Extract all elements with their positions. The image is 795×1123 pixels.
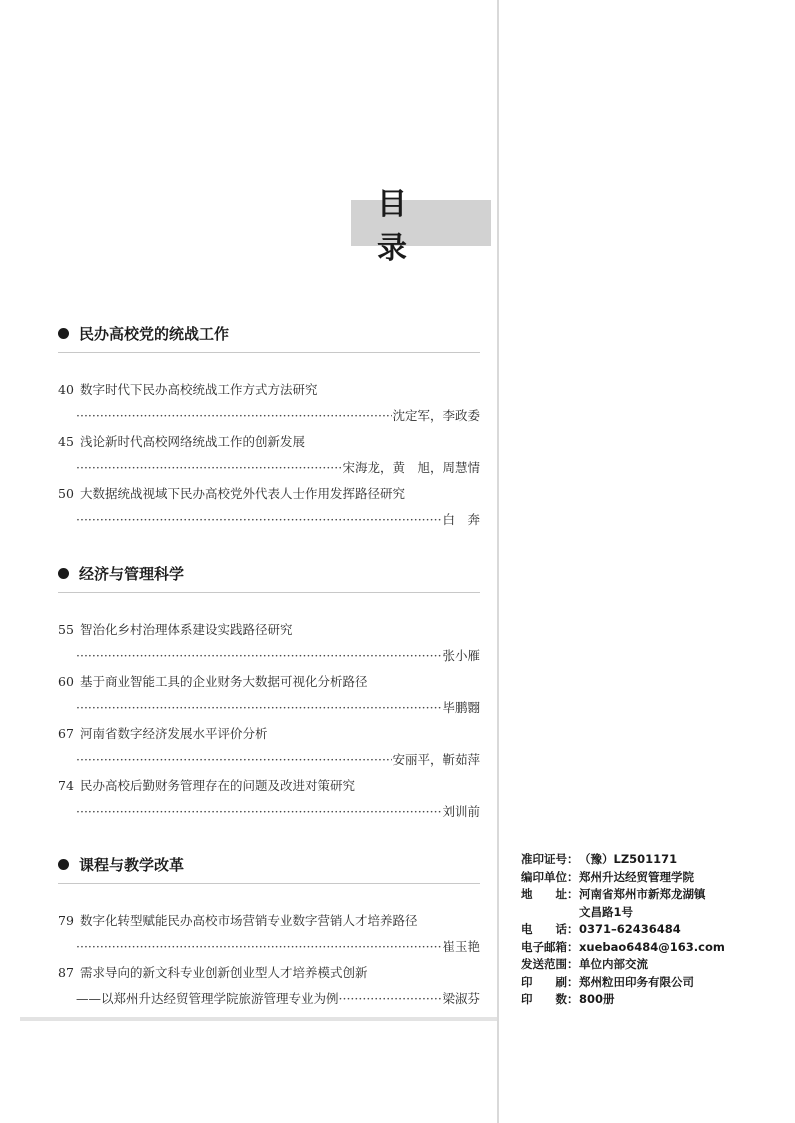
dot-leader — [76, 507, 442, 533]
permit-value: （豫）LZ501171 — [579, 852, 678, 866]
entry-title[interactable] — [58, 617, 480, 643]
entry-author-line — [58, 643, 480, 669]
entry-page: 79 — [58, 913, 74, 928]
colophon — [521, 851, 781, 1009]
toc-entry[interactable] — [58, 429, 480, 481]
copies-value: 800册 — [579, 992, 615, 1006]
entry-page: 67 — [58, 726, 74, 741]
entry-title-text: 基于商业智能工具的企业财务大数据可视化分析路径 — [80, 674, 368, 689]
dot-leader — [76, 403, 392, 429]
phone-label: 电 话： — [521, 922, 579, 936]
copies-row — [521, 991, 781, 1009]
entry-title[interactable] — [58, 908, 480, 934]
page-title: 目 录 — [351, 200, 491, 246]
entry-page: 60 — [58, 674, 74, 689]
entry-subtitle: ——以郑州升达经贸管理学院旅游管理专业为例 — [76, 991, 339, 1006]
section-rule — [58, 883, 480, 884]
entry-title[interactable] — [58, 481, 480, 507]
entry-author: 张小雁 — [442, 648, 480, 663]
entry-title-text: 数字时代下民办高校统战工作方式方法研究 — [80, 382, 318, 397]
phone-row — [521, 921, 781, 939]
copies-label: 印 数： — [521, 992, 579, 1006]
toc-entry[interactable] — [58, 669, 480, 721]
toc-entry[interactable] — [58, 377, 480, 429]
entry-page: 55 — [58, 622, 74, 637]
section-heading — [58, 320, 480, 346]
entry-author-line — [58, 695, 480, 721]
entry-title[interactable] — [58, 669, 480, 695]
entry-author-line — [58, 934, 480, 960]
entry-author: 崔玉艳 — [442, 939, 480, 954]
entry-title-text: 河南省数字经济发展水平评价分析 — [80, 726, 268, 741]
entry-title[interactable] — [58, 960, 480, 986]
dot-leader — [76, 643, 442, 669]
section-heading — [58, 851, 480, 877]
entry-author-line — [58, 799, 480, 825]
entry-author-line — [58, 747, 480, 773]
editor-value: 郑州升达经贸管理学院 — [579, 869, 694, 884]
address-value-continued: 文昌路1号 — [579, 904, 634, 919]
vertical-divider — [497, 0, 499, 1123]
entry-title[interactable] — [58, 429, 480, 455]
section-rule — [58, 352, 480, 353]
scope-row — [521, 956, 781, 974]
entry-page: 45 — [58, 434, 74, 449]
entry-page: 74 — [58, 778, 74, 793]
bottom-rule — [20, 1017, 497, 1021]
toc-entry[interactable] — [58, 721, 480, 773]
editor-row — [521, 869, 781, 887]
entry-title-text: 浅论新时代高校网络统战工作的创新发展 — [80, 434, 306, 449]
entry-author-line — [58, 403, 480, 429]
entry-author: 安丽平，靳茹萍 — [392, 752, 480, 767]
email-label: 电子邮箱： — [521, 939, 579, 954]
toc-entry[interactable] — [58, 481, 480, 533]
entry-author: 沈定军，李政委 — [392, 408, 480, 423]
dot-leader — [76, 747, 392, 773]
printer-value: 郑州粒田印务有限公司 — [579, 974, 694, 989]
toc-section — [58, 851, 480, 1012]
entry-title-text: 大数据统战视域下民办高校党外代表人士作用发挥路径研究 — [80, 486, 406, 501]
email-row — [521, 939, 781, 957]
entry-page: 50 — [58, 486, 74, 501]
entry-author: 宋海龙，黄 旭，周慧情 — [342, 460, 480, 475]
toc-entry[interactable] — [58, 773, 480, 825]
scope-label: 发送范围： — [521, 957, 579, 971]
toc-entry[interactable] — [58, 960, 480, 1012]
entry-title-text: 民办高校后勤财务管理存在的问题及改进对策研究 — [80, 778, 356, 793]
bullet-icon — [58, 859, 69, 870]
dot-leader — [76, 799, 442, 825]
entry-title-text: 智治化乡村治理体系建设实践路径研究 — [80, 622, 293, 637]
entry-author-line — [58, 507, 480, 533]
section-heading-text: 民办高校党的统战工作 — [79, 324, 230, 343]
section-heading-text: 课程与教学改革 — [79, 855, 185, 874]
entry-title[interactable] — [58, 377, 480, 403]
entry-page: 87 — [58, 965, 74, 980]
dot-leader — [76, 934, 442, 960]
toc-entry[interactable] — [58, 617, 480, 669]
entry-author: 白 奔 — [442, 512, 480, 527]
toc-section — [58, 560, 480, 825]
printer-row — [521, 974, 781, 992]
entry-author-line — [58, 986, 480, 1012]
entry-page: 40 — [58, 382, 74, 397]
section-heading — [58, 560, 480, 586]
dot-leader — [339, 986, 443, 1012]
address-row — [521, 886, 781, 904]
entry-title[interactable] — [58, 721, 480, 747]
editor-label: 编印单位： — [521, 869, 579, 884]
entry-author-line — [58, 455, 480, 481]
scope-value: 单位内部交流 — [579, 957, 648, 971]
dot-leader — [76, 695, 442, 721]
bullet-icon — [58, 568, 69, 579]
printer-label: 印 刷： — [521, 974, 579, 989]
entry-author: 毕鹏翾 — [442, 700, 480, 715]
section-heading-text: 经济与管理科学 — [79, 564, 185, 583]
toc-entry[interactable] — [58, 908, 480, 960]
entry-title[interactable] — [58, 773, 480, 799]
bullet-icon — [58, 328, 69, 339]
email-value[interactable]: xuebao6484@163.com — [579, 939, 725, 954]
entry-author: 梁淑芬 — [442, 991, 480, 1006]
permit-row — [521, 851, 781, 869]
phone-value: 0371–62436484 — [579, 922, 681, 936]
entry-title-text: 需求导向的新文科专业创新创业型人才培养模式创新 — [80, 965, 368, 980]
entry-title-text: 数字化转型赋能民办高校市场营销专业数字营销人才培养路径 — [80, 913, 418, 928]
permit-label: 准印证号： — [521, 852, 579, 866]
toc-section — [58, 320, 480, 533]
address-value: 河南省郑州市新郑龙湖镇 — [579, 887, 706, 901]
section-rule — [58, 592, 480, 593]
address-label: 地 址： — [521, 887, 579, 901]
dot-leader — [76, 455, 342, 481]
entry-author: 刘训前 — [442, 804, 480, 819]
